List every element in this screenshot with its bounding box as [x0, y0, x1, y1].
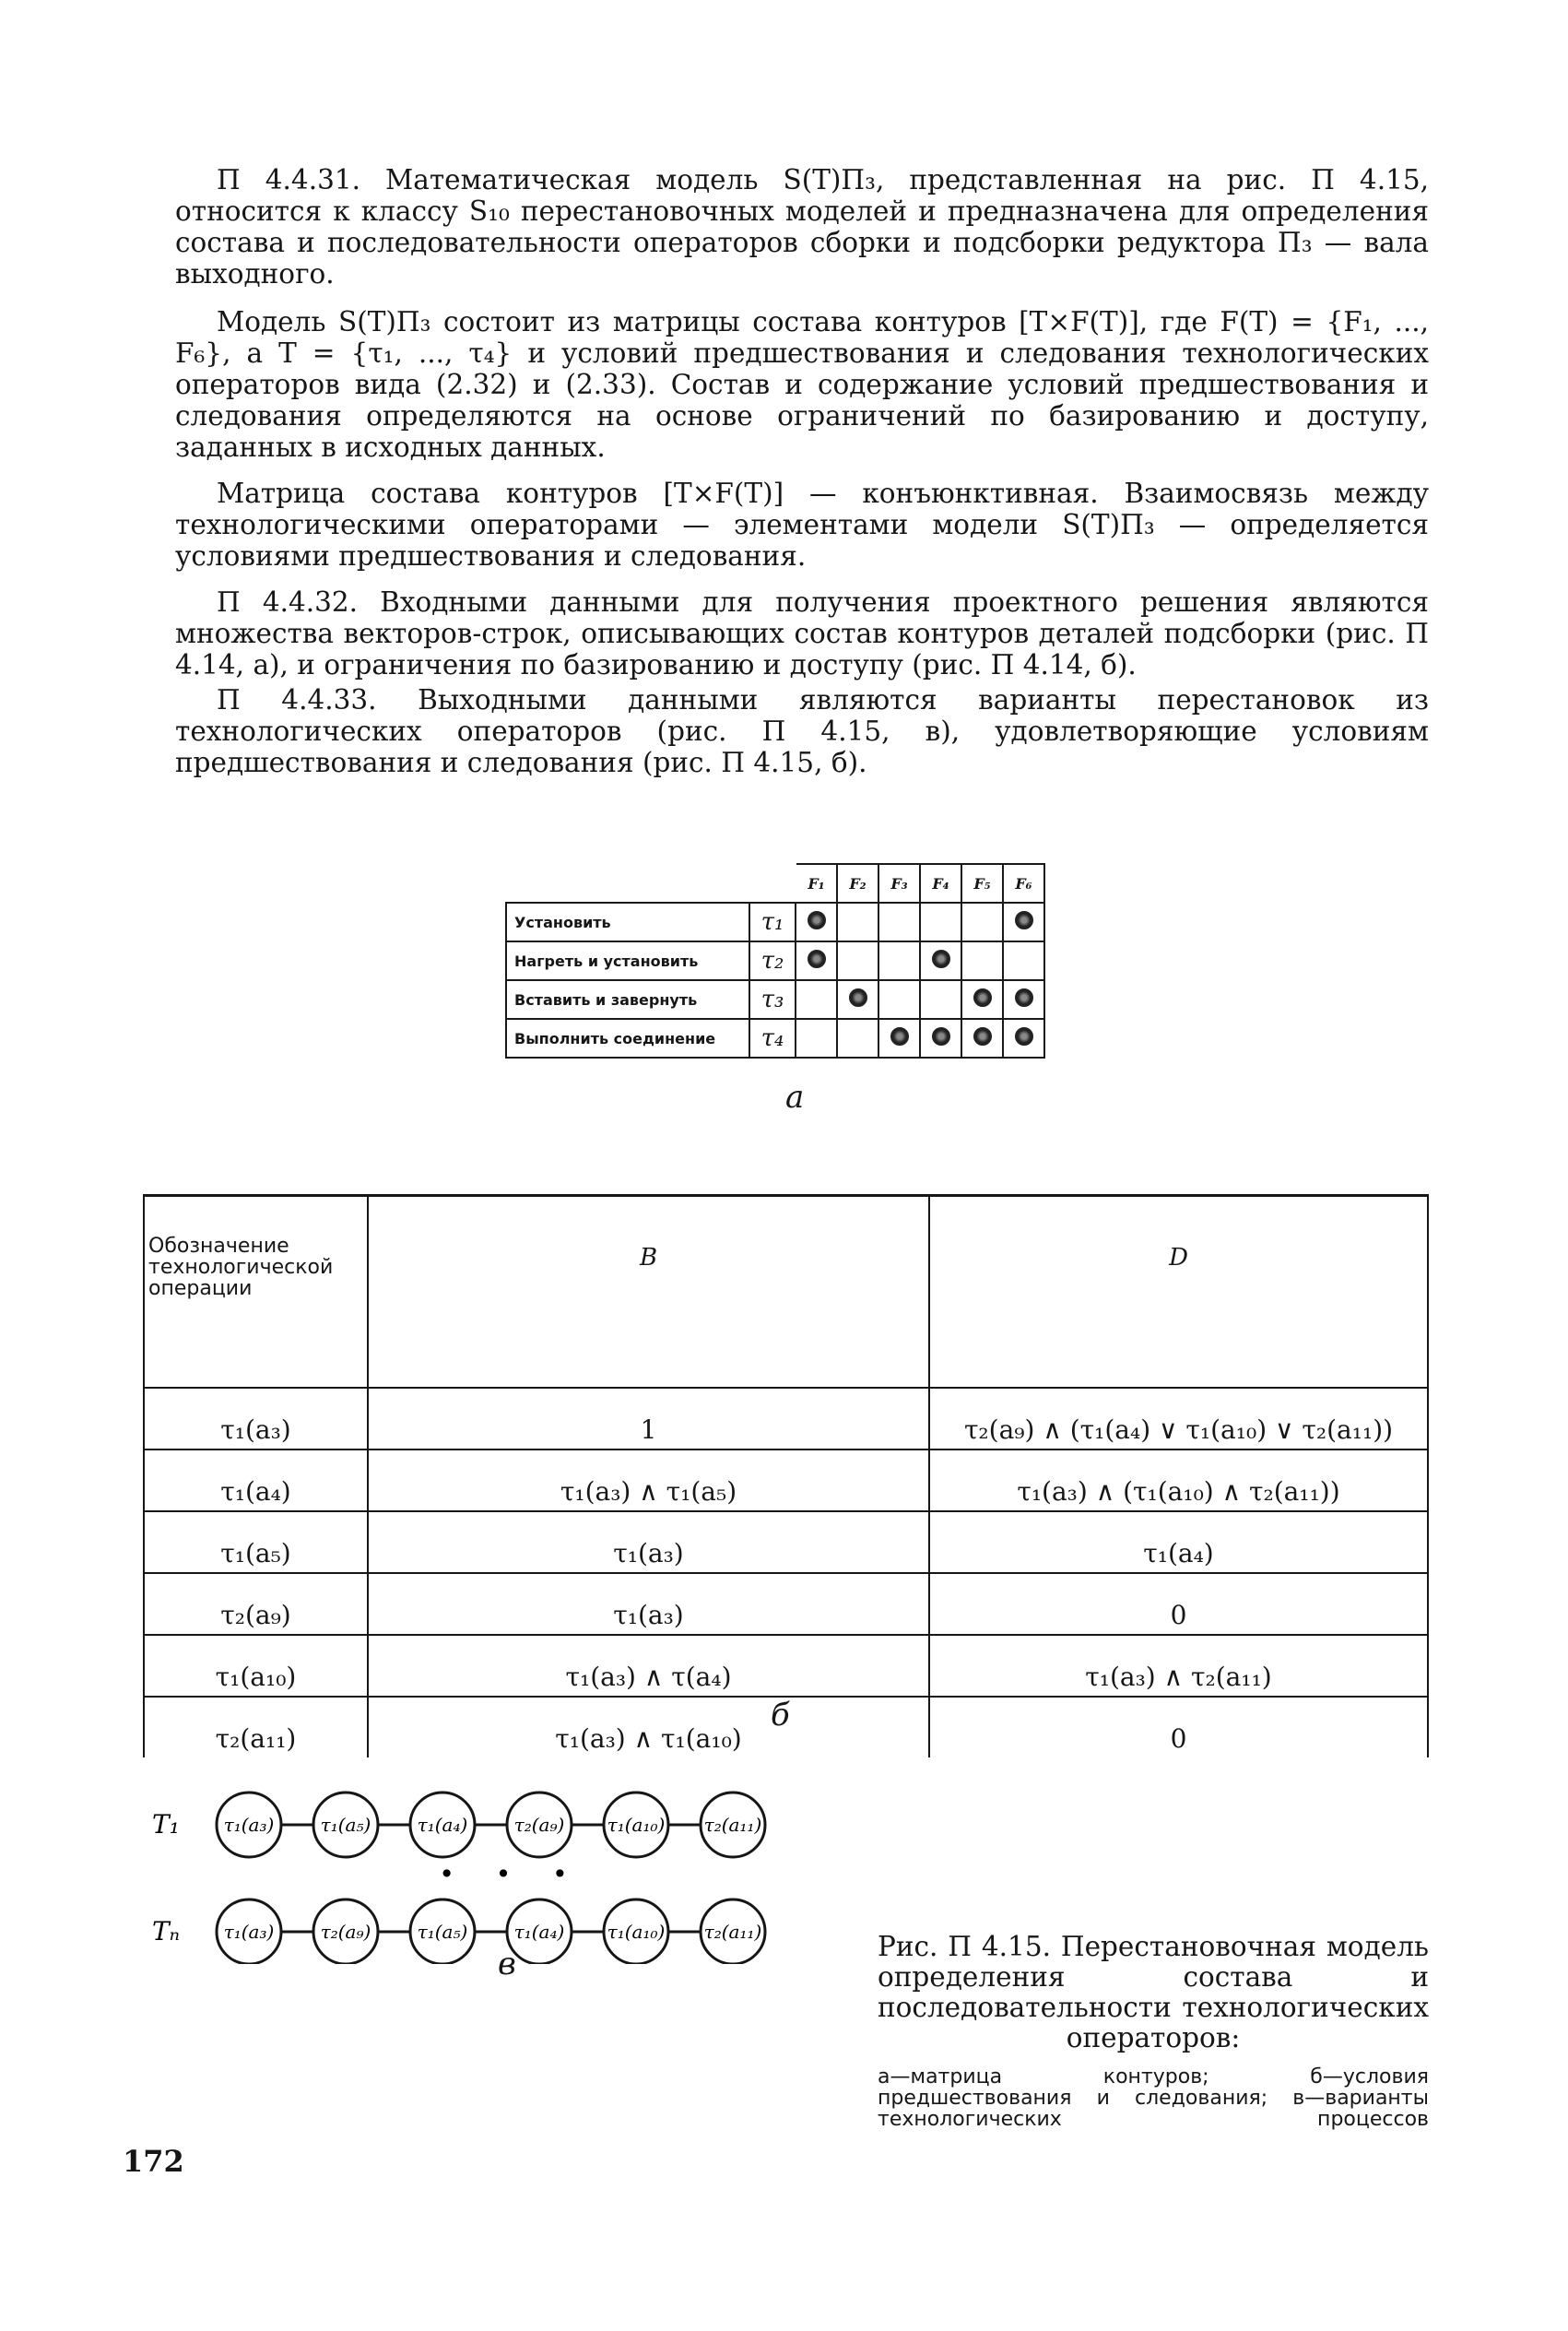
operator-node-label: τ₁(a₅): [320, 1814, 371, 1836]
filled-mark-icon: [808, 950, 826, 968]
matrix-header-row: [506, 864, 1044, 903]
matrix-cell: [796, 941, 837, 980]
chain-label: Tₙ: [152, 1916, 181, 1946]
precondition-cell: τ₁(a₃) ∧ τ₁(a₁₀): [368, 1697, 929, 1757]
matrix-cell: [1003, 1019, 1044, 1058]
operator-symbol: τ₁: [749, 903, 796, 941]
precondition-cell: 1: [368, 1388, 929, 1449]
matrix-cell: [961, 903, 1003, 941]
matrix-corner: [506, 864, 749, 903]
precondition-cell: τ₁(a₃): [368, 1511, 929, 1573]
matrix-cell: [961, 1019, 1003, 1058]
operation-cell: τ₁(a₅): [144, 1511, 368, 1573]
matrix-cell: [920, 903, 961, 941]
operator-node-label: τ₁(a₃): [223, 1814, 275, 1836]
operation-label: Выполнить соединение: [506, 1019, 749, 1058]
operator-node-label: τ₂(a₁₁): [703, 1921, 762, 1943]
operation-cell: τ₂(a₁₁): [144, 1697, 368, 1757]
table-row: [144, 1573, 1428, 1635]
column-header-b: B: [368, 1197, 929, 1388]
filled-mark-icon: [932, 1027, 950, 1046]
filled-mark-icon: [932, 950, 950, 968]
figure-letter-v: в: [498, 1946, 516, 1982]
operator-node-label: τ₂(a₉): [513, 1814, 565, 1836]
matrix-corner: [749, 864, 796, 903]
matrix-column-header: F₁: [796, 864, 837, 903]
matrix-cell: [796, 1019, 837, 1058]
filled-mark-icon: [849, 988, 867, 1007]
paragraph-model-description: Модель S(T)П₃ состоит из матрицы состава контуров [T×F(T)], где F(T) = {F₁, ..., F₆}, а T = {τ₁, ..., τ₄} и условий предшествования и следования технологических операторов вида (2.32) и (2.33). Состав и содержание условий предшествования и следования определяются на основе ограничений по базированию и доступу, заданных в исходных данных.: [175, 306, 1429, 463]
figure-caption: [878, 1932, 1429, 2130]
filled-mark-icon: [1015, 911, 1033, 929]
matrix-cell: [961, 980, 1003, 1019]
matrix-cell: [1003, 980, 1044, 1019]
matrix-column-header: F₆: [1003, 864, 1044, 903]
table-header-row: [144, 1197, 1428, 1388]
postcondition-cell: τ₁(a₄): [929, 1511, 1428, 1573]
paragraph-4-4-33: П 4.4.33. Выходными данными являются варианты перестановок из технологических операторов (рис. П 4.15, в), удовлетворяющие условиям предшествования и следования (рис. П 4.15, б).: [175, 684, 1429, 778]
operation-cell: τ₁(a₃): [144, 1388, 368, 1449]
matrix-cell: [961, 941, 1003, 980]
ellipsis: • • •: [439, 1859, 584, 1889]
paragraph-4-4-32: П 4.4.32. Входными данными для получения проектного решения являются множества векторов-строк, описывающих состав контуров деталей подсборки (рис. П 4.14, а), и ограничения по базированию и доступу (рис. П 4.14, б).: [175, 586, 1429, 680]
operator-symbol: τ₂: [749, 941, 796, 980]
operation-cell: τ₁(a₄): [144, 1449, 368, 1511]
precondition-cell: τ₁(a₃) ∧ τ₁(a₅): [368, 1449, 929, 1511]
operator-node-label: τ₁(a₃): [223, 1921, 275, 1943]
matrix-cell: [837, 980, 878, 1019]
matrix-row: [506, 1019, 1044, 1058]
operation-label: Установить: [506, 903, 749, 941]
matrix-cell: [920, 941, 961, 980]
postcondition-cell: 0: [929, 1697, 1428, 1757]
process-chain: [152, 1793, 765, 1857]
paragraph-4-4-31: П 4.4.31. Математическая модель S(T)П₃, представленная на рис. П 4.15, относится к классу S₁₀ перестановочных моделей и предназначена для определения состава и последовательности операторов сборки и подсборки редуктора П₃ — вала выходного.: [175, 164, 1429, 290]
table-row: [144, 1388, 1428, 1449]
operator-symbol: τ₃: [749, 980, 796, 1019]
matrix-column-header: F₄: [920, 864, 961, 903]
matrix-cell: [878, 903, 920, 941]
matrix-cell: [920, 980, 961, 1019]
filled-mark-icon: [973, 988, 992, 1007]
table-row: [144, 1635, 1428, 1697]
conditions-table-wrapper: [143, 1194, 1429, 1757]
postcondition-cell: τ₁(a₃) ∧ (τ₁(a₁₀) ∧ τ₂(a₁₁)): [929, 1449, 1428, 1511]
page-number: 172: [123, 2144, 184, 2179]
table-row: [144, 1511, 1428, 1573]
filled-mark-icon: [808, 911, 826, 929]
paragraph-matrix-conjunctive: Матрица состава контуров [T×F(T)] — конъюнктивная. Взаимосвязь между технологическими операторами — элементами модели S(T)П₃ — определяется условиями предшествования и следования.: [175, 478, 1429, 572]
caption-legend: а—матрица контуров; б—условия предшествования и следования; в—варианты технологических процессов: [878, 2065, 1429, 2131]
process-variants-diagram: [143, 1780, 843, 1964]
operator-node-label: τ₂(a₁₁): [703, 1814, 762, 1836]
column-header-d: D: [929, 1197, 1428, 1388]
matrix-row: [506, 941, 1044, 980]
matrix-cell: [837, 941, 878, 980]
precondition-cell: τ₁(a₃) ∧ τ(a₄): [368, 1635, 929, 1697]
matrix-column-header: F₅: [961, 864, 1003, 903]
filled-mark-icon: [890, 1027, 909, 1046]
operator-node-label: τ₁(a₁₀): [607, 1814, 666, 1836]
operation-label: Вставить и завернуть: [506, 980, 749, 1019]
filled-mark-icon: [973, 1027, 992, 1046]
matrix-cell: [878, 941, 920, 980]
conditions-table: [143, 1197, 1429, 1757]
chain-label: T₁: [152, 1809, 180, 1840]
matrix-column-header: F₃: [878, 864, 920, 903]
matrix-cell: [878, 1019, 920, 1058]
figure-letter-a: а: [785, 1079, 805, 1116]
operation-label: Нагреть и установить: [506, 941, 749, 980]
matrix-cell: [1003, 941, 1044, 980]
postcondition-cell: τ₁(a₃) ∧ τ₂(a₁₁): [929, 1635, 1428, 1697]
postcondition-cell: τ₂(a₉) ∧ (τ₁(a₄) ∨ τ₁(a₁₀) ∨ τ₂(a₁₁)): [929, 1388, 1428, 1449]
operator-symbol: τ₄: [749, 1019, 796, 1058]
matrix-row: [506, 980, 1044, 1019]
figure-letter-b: б: [771, 1697, 790, 1733]
matrix-cell: [796, 980, 837, 1019]
matrix-cell: [796, 903, 837, 941]
matrix-row: [506, 903, 1044, 941]
operation-cell: τ₂(a₉): [144, 1573, 368, 1635]
contour-matrix: [505, 863, 1045, 1059]
operation-cell: τ₁(a₁₀): [144, 1635, 368, 1697]
filled-mark-icon: [1015, 1027, 1033, 1046]
matrix-cell: [878, 980, 920, 1019]
caption-title: Рис. П 4.15. Перестановочная модель определения состава и последовательности технологических операторов:: [878, 1931, 1429, 2053]
matrix-cell: [1003, 903, 1044, 941]
column-header-operation: Обозначение технологической операции: [144, 1197, 368, 1388]
postcondition-cell: 0: [929, 1573, 1428, 1635]
matrix-cell: [837, 903, 878, 941]
matrix-cell: [920, 1019, 961, 1058]
filled-mark-icon: [1015, 988, 1033, 1007]
operator-node-label: τ₁(a₁₀): [607, 1921, 666, 1943]
table-row: [144, 1449, 1428, 1511]
precondition-cell: τ₁(a₃): [368, 1573, 929, 1635]
operator-node-label: τ₁(a₄): [513, 1921, 565, 1943]
operator-node-label: τ₂(a₉): [320, 1921, 371, 1943]
process-chain: [152, 1899, 765, 1964]
matrix-cell: [837, 1019, 878, 1058]
matrix-column-header: F₂: [837, 864, 878, 903]
operator-node-label: τ₁(a₄): [417, 1814, 468, 1836]
operator-node-label: τ₁(a₅): [417, 1921, 468, 1943]
